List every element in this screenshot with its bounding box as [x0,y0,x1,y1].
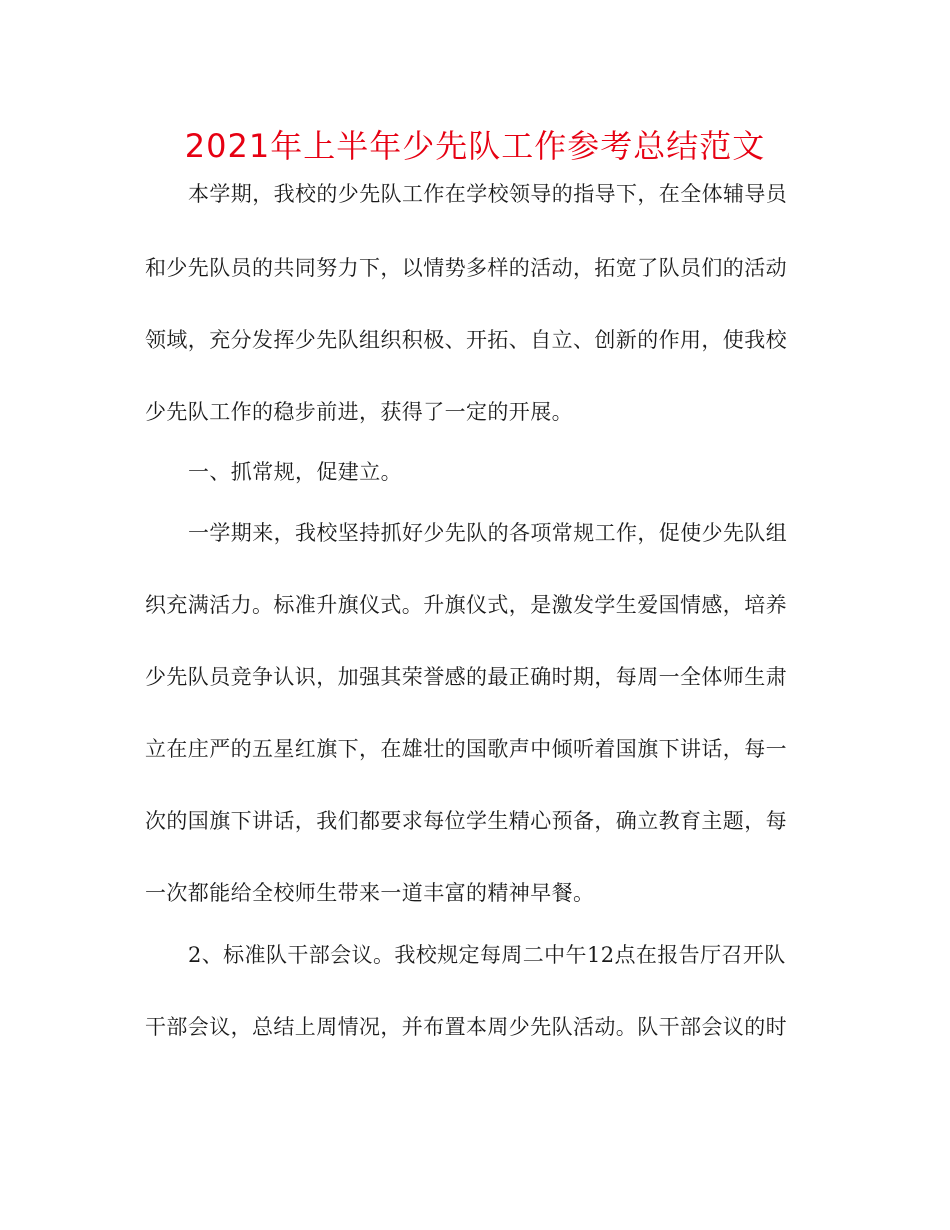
paragraph-line: 次的国旗下讲话，我们都要求每位学生精心预备，确立教育主题，每 [145,809,787,833]
paragraph-line: 本学期，我校的少先队工作在学校领导的指导下，在全体辅导员 [188,182,788,206]
paragraph-line: 一次都能给全校师生带来一道丰富的精神早餐。 [145,881,595,905]
paragraph-line: 和少先队员的共同努力下，以情势多样的活动，拓宽了队员们的活动 [145,256,787,280]
paragraph-line: 少先队员竞争认识，加强其荣誉感的最正确时期，每周一全体师生肃 [145,665,787,689]
document-title: 2021年上半年少先队工作参考总结范文 [184,127,766,165]
paragraph-line: 干部会议，总结上周情况，并布置本周少先队活动。队干部会议的时 [145,1015,787,1039]
paragraph-line: 2、标准队干部会议。我校规定每周二中午12点在报告厅召开队 [188,943,786,967]
paragraph-line: 一学期来，我校坚持抓好少先队的各项常规工作，促使少先队组 [188,521,788,545]
paragraph-line: 少先队工作的稳步前进，获得了一定的开展。 [145,400,573,424]
section-heading: 一、抓常规，促建立。 [188,460,402,484]
paragraph-line: 立在庄严的五星红旗下，在雄壮的国歌声中倾听着国旗下讲话，每一 [145,737,787,761]
paragraph-line: 领域，充分发挥少先队组织积极、开拓、自立、创新的作用，使我校 [145,328,787,352]
paragraph-line: 织充满活力。标准升旗仪式。升旗仪式，是激发学生爱国情感，培养 [145,593,787,617]
